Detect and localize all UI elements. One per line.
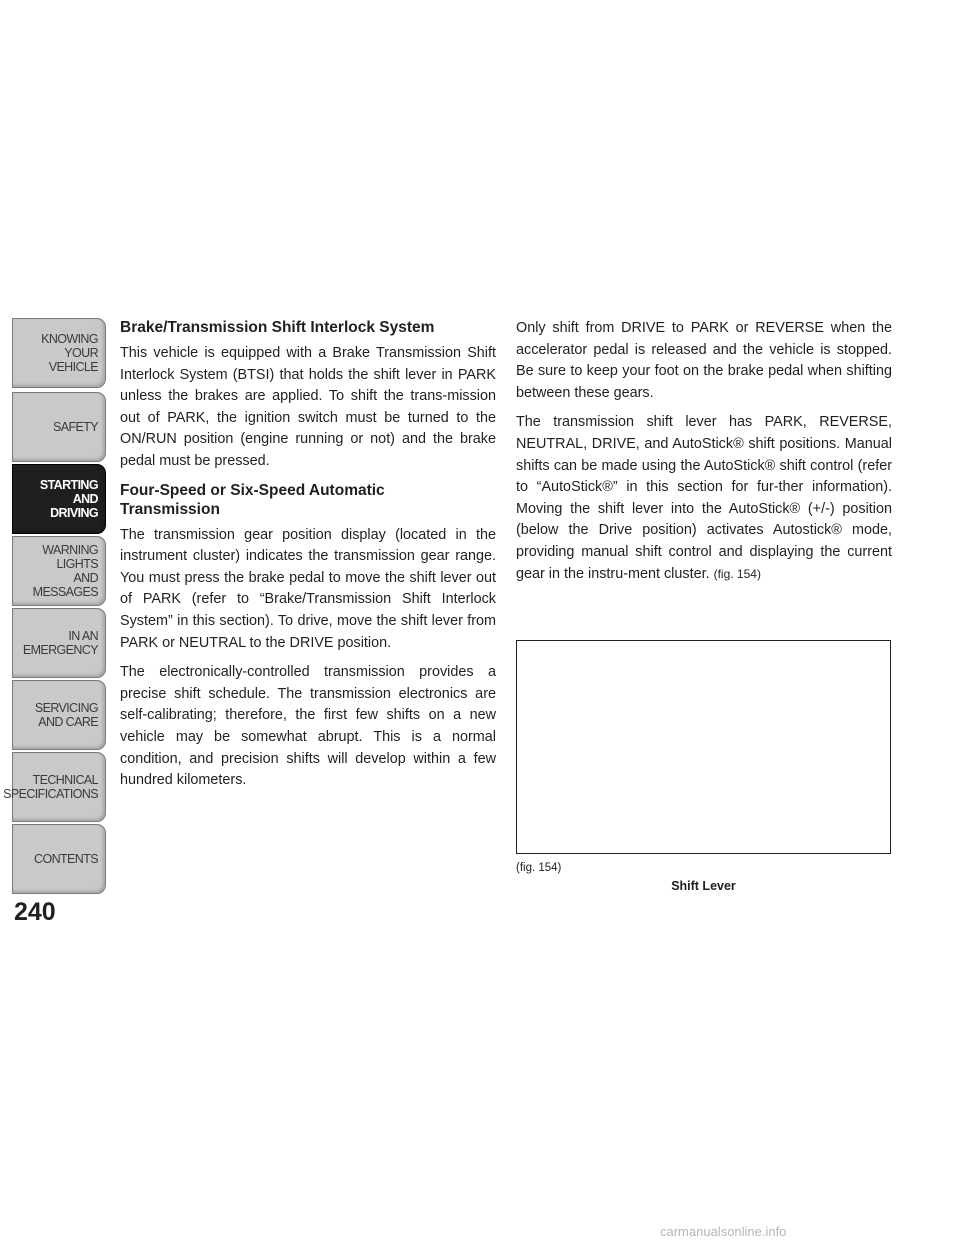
section-tab-label: SAFETY (52, 420, 98, 434)
section-tab-label: KNOWING (41, 332, 98, 346)
section-tab-warning-lights-and-messages[interactable] (12, 536, 106, 606)
figure-reference: (fig. 154) (713, 566, 761, 581)
section-tab-label: STARTING (39, 478, 98, 492)
figure-label: (fig. 154) (516, 862, 562, 874)
figure-caption: Shift Lever (671, 879, 736, 893)
section-tab-label: SPECIFICATIONS (3, 787, 98, 801)
section-tab-label: DRIVING (50, 506, 98, 520)
paragraph-shift-schedule: The electronically-controlled transmission provides a precise shift schedule. The transmission electronics are self-calibrating; therefore, the first few shifts on a new vehicle may be somewhat abrupt. This is a normal condition, and precision shifts will develop within a few hundred kilometers. (120, 664, 496, 789)
paragraph-btsi: This vehicle is equipped with a Brake Transmission Shift Interlock System (BTSI) that holds the shift lever in PARK unless the brakes are applied. To shift the trans-mission out of PARK, the ignition switch must be turned to the ON/RUN position (engine running or not) and the brake pedal must be pressed. (120, 345, 496, 469)
section-tab-label: YOUR (64, 346, 98, 360)
section-tab-safety[interactable] (12, 392, 106, 462)
heading-btsi: Brake/Transmission Shift Interlock System (120, 319, 435, 336)
section-tab-label: VEHICLE (48, 360, 98, 374)
section-tab-label: AND CARE (38, 715, 98, 729)
figure-shift-lever-image (516, 640, 891, 854)
heading-automatic-transmission: Four-Speed or Six-Speed Automatic Transmission (120, 481, 385, 518)
section-tab-in-an-emergency[interactable] (12, 608, 106, 678)
section-tab-label: CONTENTS (34, 852, 98, 866)
paragraph-shift-park-reverse: Only shift from DRIVE to PARK or REVERSE when the accelerator pedal is released and the vehicle is stopped. Be sure to keep your foot on the brake pedal when shifting between these gears. (516, 320, 892, 401)
section-tab-label: AND (73, 571, 98, 585)
section-tab-servicing-and-care[interactable] (12, 680, 106, 750)
section-tab-starting-and-driving[interactable] (12, 464, 106, 534)
section-tab-technical-specifications[interactable] (3, 752, 106, 822)
section-tab-label: MESSAGES (32, 585, 98, 599)
section-tab-knowing-your-vehicle[interactable] (12, 318, 106, 388)
section-tab-label: IN AN (68, 629, 98, 643)
section-tab-label: TECHNICAL (32, 773, 98, 787)
page-number: 240 (14, 898, 56, 926)
section-tab-label: LIGHTS (56, 557, 98, 571)
section-tab-label: AND (72, 492, 98, 506)
left-column (120, 318, 496, 800)
section-tab-contents[interactable] (12, 824, 106, 894)
section-tab-label: SERVICING (34, 701, 98, 715)
paragraph-shift-positions (516, 412, 892, 585)
right-column (516, 318, 892, 593)
section-tab-label: EMERGENCY (22, 643, 98, 657)
paragraph-shift-positions-text: The transmission shift lever has PARK, REVERSE, NEUTRAL, DRIVE, and AutoStick® shift positions. Manual shifts can be made using the AutoStick® shift control (refer to “AutoStick®” in this section for fur-ther information). Moving the shift lever into the AutoStick® (+/-) position (below the Drive position) activates Autostick® mode, providing manual shift control and displaying the current gear in the instru-ment cluster. (516, 414, 892, 582)
section-tab-label: WARNING (42, 543, 98, 557)
watermark: carmanualsonline.info (660, 1224, 787, 1239)
paragraph-gear-display: The transmission gear position display (located in the instrument cluster) indicates the transmission gear range. You must press the brake pedal to move the shift lever out of PARK (refer to “Brake/Transmission Shift Interlock System” in this section). To drive, move the shift lever from PARK or NEUTRAL to the DRIVE position. (120, 526, 496, 651)
